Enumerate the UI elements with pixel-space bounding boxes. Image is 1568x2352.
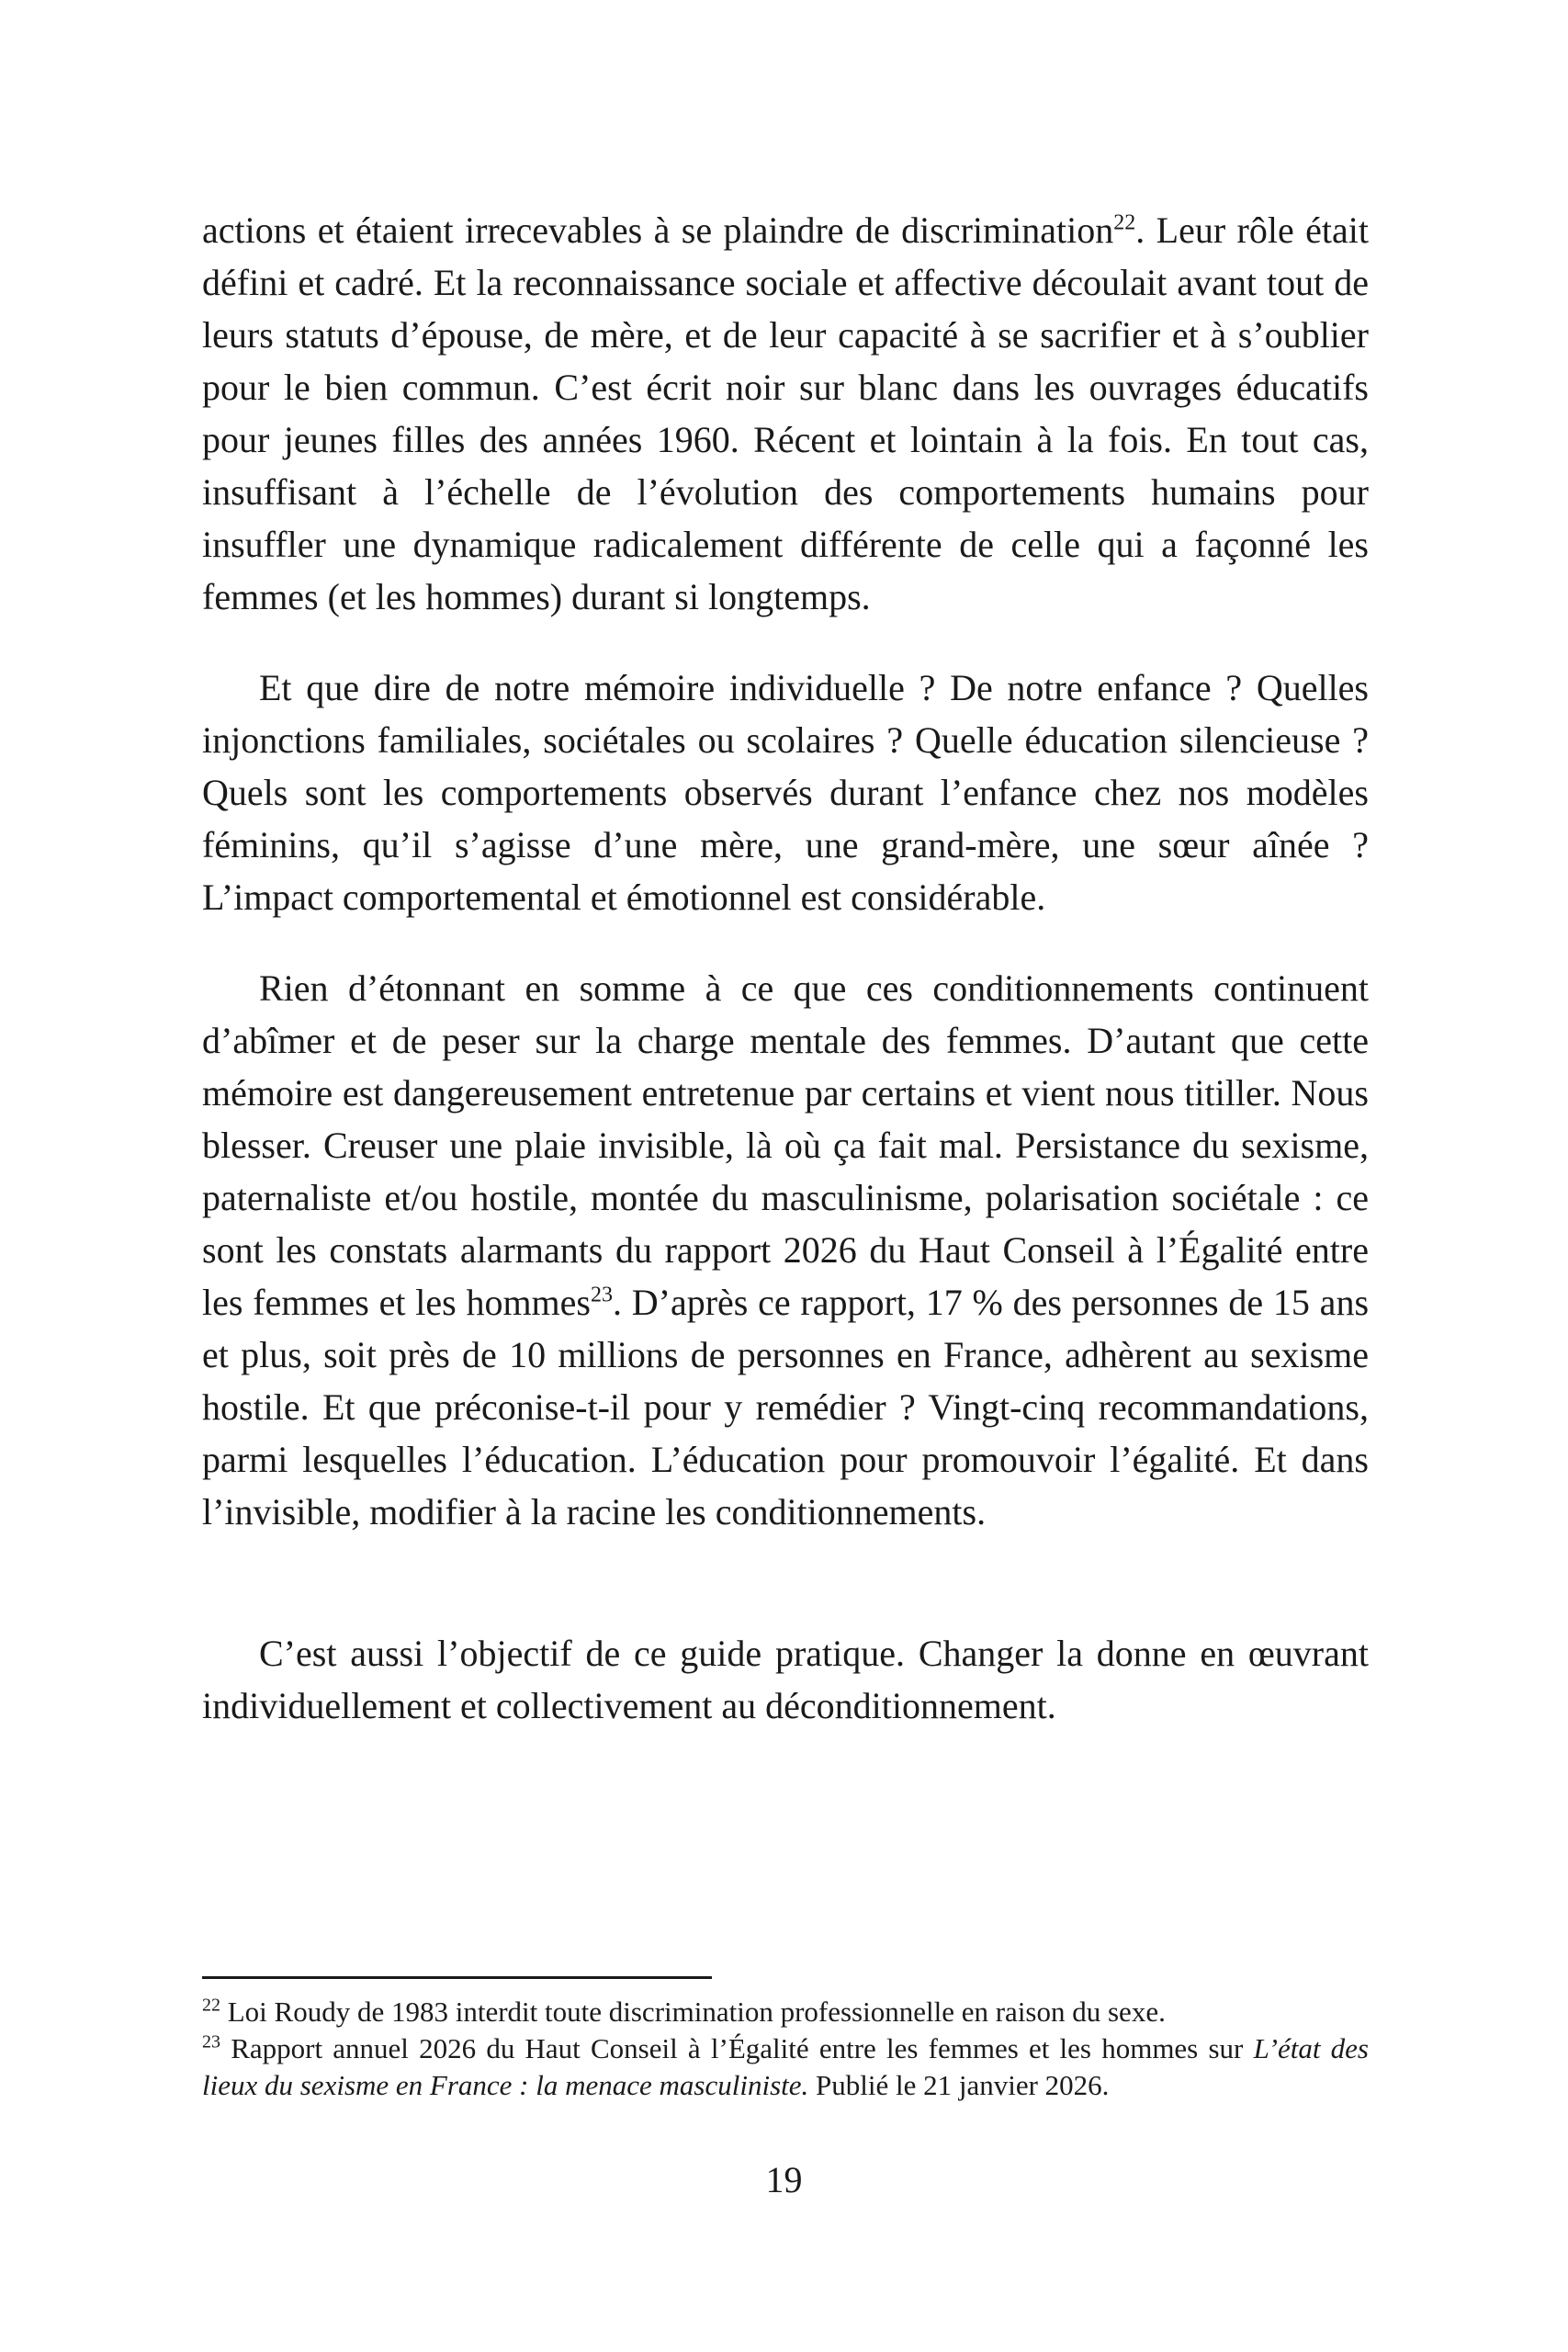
footnote-22: [202, 1994, 1369, 2030]
footnote-22-text: Loi Roudy de 1983 interdit toute discrimination professionnelle en raison du sexe.: [220, 1996, 1166, 2028]
paragraph-1: [202, 204, 1369, 623]
footnote-23: [202, 2030, 1369, 2104]
paragraph-3: [202, 962, 1369, 1538]
footnote-23-text-before: Rapport annuel 2026 du Haut Conseil à l’Égalité entre les femmes et les hommes sur: [220, 2032, 1254, 2064]
page-number: 19: [765, 2159, 803, 2200]
footnote-22-number: 22: [202, 1995, 220, 2016]
footnote-ref-22: 22: [1113, 210, 1136, 235]
paragraph-3-text-b: . D’après ce rapport, 17 % des personnes de 15 ans et plus, soit près de 10 millions de personnes en France, adhèrent au sexisme hostile. Et que préconise-t-il pour y remédier ? Vingt-cinq recommandations, parmi lesquelles l’éducation. L’éducation pour promouvoir l’égalité. Et dans l’invisible, modifier à la racine les conditionnements.: [202, 1282, 1370, 1532]
paragraph-1-text-b: . Leur rôle était défini et cadré. Et la reconnaissance sociale et affective découlait avant tout de leurs statuts d’épouse, de mère, et de leur capacité à se sacrifier et à s’oublier pour le bien commun. C’est écrit noir sur blanc dans les ouvrages éducatifs pour jeunes filles des années 1960. Récent et lointain à la fois. En tout cas, insuffisant à l’échelle de l’évolution des comportements humains pour insuffler une dynamique radicalement différente de celle qui a façonné les femmes (et les hommes) durant si longtemps.: [202, 209, 1369, 617]
paragraph-2-text: Et que dire de notre mémoire individuelle ? De notre enfance ? Quelles injonctions familiales, sociétales ou scolaires ? Quelle éducation silencieuse ? Quels sont les comportements observés durant l’enfance chez nos modèles féminins, qu’il s’agisse d’une mère, une grand-mère, une sœur aînée ? L’impact comportemental et émotionnel est considérable.: [202, 667, 1369, 918]
footnote-23-number: 23: [202, 2031, 220, 2052]
paragraph-4: [202, 1627, 1369, 1732]
footnote-23-text-after: Publié le 21 janvier 2026.: [808, 2069, 1110, 2101]
paragraph-2: [202, 662, 1369, 923]
paragraph-1-text-a: actions et étaient irrecevables à se plaindre de discrimination: [202, 209, 1114, 251]
footnote-separator: [202, 1976, 712, 1979]
paragraph-3-text-a: Rien d’étonnant en somme à ce que ces conditionnements continuent d’abîmer et de peser sur la charge mentale des femmes. D’autant que cette mémoire est dangereusement entretenue par certains et vient nous titiller. Nous blesser. Creuser une plaie invisible, là où ça fait mal. Persistance du sexisme, paternaliste et/ou hostile, montée du masculinisme, polarisation sociétale : ce sont les constats alarmants du rapport 2026 du Haut Conseil à l’Égalité entre les femmes et les hommes: [202, 967, 1369, 1323]
footnote-23-report-title: L’état des lieux du sexisme en France : la menace masculiniste.: [202, 2032, 1369, 2101]
footnote-ref-23: 23: [591, 1283, 613, 1307]
paragraph-4-text: C’est aussi l’objectif de ce guide pratique. Changer la donne en œuvrant individuellement et collectivement au déconditionnement.: [202, 1633, 1369, 1726]
